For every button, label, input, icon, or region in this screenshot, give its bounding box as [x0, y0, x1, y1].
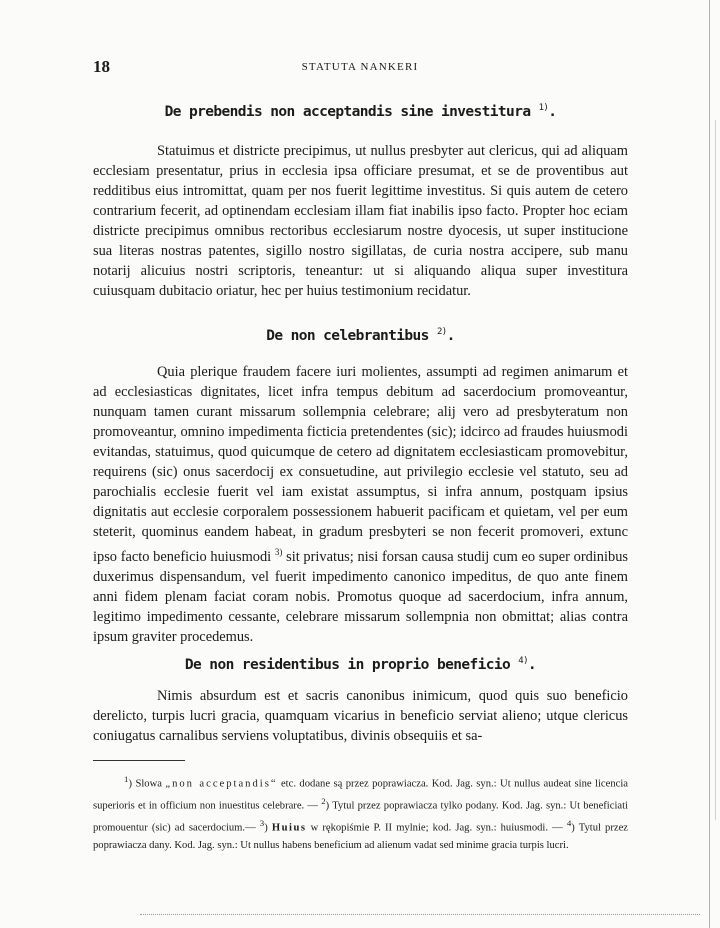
footnote-ref: 2) [436, 327, 447, 337]
footnote-number: 2 [321, 796, 326, 807]
section-title-non-residentibus: De non residentibus in proprio beneficio $^{4)}$. [184, 656, 537, 673]
paragraph: Quia plerique fraudem facere iuri molientes, assumpti ad regimen animarum et ad ecclesiasticas dignitates, licet infra tempus debitum ad sacerdocium promoveantur, nunquam tamen curant missarum sollempnia celebrare; alij vero ad presbyteratum non promoveantur, omnino impedimenta ficticia pretendentes (sic); idcirco ad fraudes huiusmodi evitandas, statuimus, quod quicumque de cetero ad dignitatem ecclesiasticam promovebitur, requirens (sic) onus sacerdocij ex consuetudine, aut privilegio ecclesie vel statuto, seu ad parochialis ecclesie fuerit vel iam existat assumptus, si infra annum, postquam ipsius dignitatis aut ecclesie corporalem possessionem habuerit pacificam et quietam, vel per eum steterit, quominus eandem habeat, in gradum presbyteri se non fecerit promoveri, extunc ipso facto beneficio huiusmodi $^{3)}$ sit privatus; nisi forsan causa studij cum eo super ordinibus duxerimus dispensandum, vel fuerit impedimento canonico impeditus, de quo ante finem anni fidem plenam faciat coram nobis. Promotus quoque ad sacerdocium, infra annum, legitimo impedimento cessante, celebrare missarum sollempnia non obmittat; alias contra ipsum graviter procedemus. [93, 364, 628, 645]
paragraph: Nimis absurdum est et sacris canonibus inimicum, quod quis suo beneficio derelicto, turpis lucri gracia, quamquam vicarius in beneficio serviat alieno; utque clericus coniugatus carnalibus serviens voluptatibus, divinis obsequiis et sa- [93, 688, 628, 744]
section-title-non-celebrantibus: De non celebrantibus $^{2)}$. [266, 327, 455, 344]
page-edge [709, 0, 710, 928]
footnote-number: 4 [566, 818, 572, 829]
paragraph: Statuimus et districte precipimus, ut nullus presbyter aut clericus, qui ad aliquam ecclesiam presentatur, prius in ecclesia ipsa officiare presumat, et se de proventibus aut redditibus eius intromittat, quam per nos fuerit legittime investitus. Si quis autem de cetero contrarium fecerit, ad optinendam ecclesiam illam fiat inabilis ipso facto. Propter hoc eciam districte precipimus omnibus rectoribus ecclesiarum nostre dyocesis, ut super institucione sua literas nostras patentes, sigillo nostro sigillatas, de curia nostra accipere, sub manu notarij alicuius nostri scriptoris, teneantur: ut si aliquando aliqua super investitura cuiusquam dubitacio oriatur, hec per huius testimonium recidatur. [93, 143, 628, 299]
footnotes: $^1$) Slowa „non acceptandis“ etc. dodane są przez poprawiacza. Kod. Jag. syn.: Ut nullus audeat sine licencia superioris et in officium non inuestitus celebrare. — $^2$) Tytul przez poprawiacza tylko podany. Kod. Jag. syn.: Ut beneficiati promouentur (sic) ad sacerdocium.— $^3$) Huius w rękopiśmie P. II mylnie; kod. Jag. syn.: huiusmodi. — $^4$) Tytul przez poprawiacza dany. Kod. Jag. syn.: Ut nullus habens beneficium ad alienum vadat sed minime gracia turpis lucri. [93, 774, 628, 852]
footnote-ref: 1) [538, 103, 549, 113]
emphasized-word: Huius [271, 822, 307, 834]
footnote-ref: 3) [274, 547, 283, 557]
bottom-edge [140, 914, 700, 915]
section-title-prebendis: De prebendis non acceptandis sine investitura $^{1)}$. [164, 103, 557, 120]
footnote-rule [93, 760, 185, 761]
running-title: STATUTA NANKERI [301, 61, 419, 73]
section-body-non-celebrantibus [93, 362, 628, 647]
footnote-number: 3 [259, 818, 265, 829]
page-number: 18 [93, 57, 110, 76]
emphasized-text: „non acceptandis“ [165, 778, 278, 790]
page-header [0, 57, 720, 77]
footnote-ref: 4) [518, 656, 528, 666]
section-body-non-residentibus [93, 686, 628, 746]
page-edge-shadow [715, 120, 716, 820]
section-body-prebendis [93, 141, 628, 301]
footnote-number: 1 [124, 774, 129, 784]
